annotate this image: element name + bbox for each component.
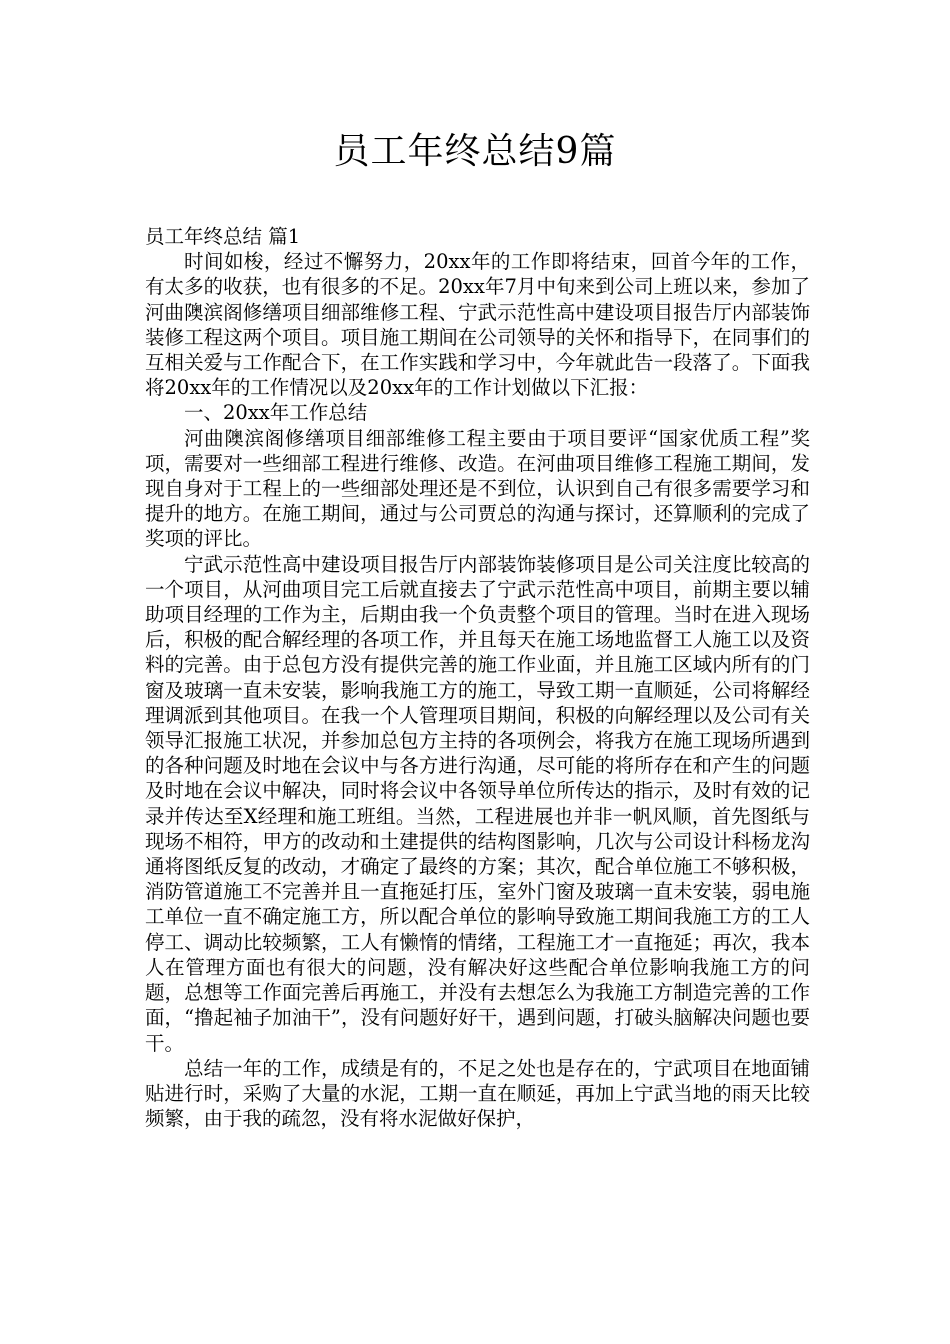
document-body <box>145 224 810 1131</box>
paragraph-summary: 总结一年的工作，成绩是有的，不足之处也是存在的，宁武项目在地面铺贴进行时，采购了大量的水泥，工期一直在顺延，再加上宁武当地的雨天比较频繁，由于我的疏忽，没有将水泥做好保护， <box>145 1056 810 1131</box>
paragraph-intro: 时间如梭，经过不懈努力，20xx年的工作即将结束，回首今年的工作，有太多的收获，也有很多的不足。20xx年7月中旬来到公司上班以来，参加了河曲隩滨阁修缮项目细部维修工程、宁武示范性高中建设项目报告厅内部装饰装修工程这两个项目。项目施工期间在公司领导的关怀和指导下，在同事们的互相关爱与工作配合下，在工作实践和学习中，今年就此告一段落了。下面我将20xx年的工作情况以及20xx年的工作计划做以下汇报： <box>145 250 810 400</box>
paragraph-hequ-project: 河曲隩滨阁修缮项目细部维修工程主要由于项目要评“国家优质工程”奖项，需要对一些细部工程进行维修、改造。在河曲项目维修工程施工期间，发现自身对于工程上的一些细部处理还是不到位，认识到自己有很多需要学习和提升的地方。在施工期间，通过与公司贾总的沟通与探讨，还算顺利的完成了奖项的评比。 <box>145 426 810 551</box>
document-title: 员工年终总结9篇 <box>333 131 617 172</box>
section-heading: 员工年终总结 篇1 <box>145 225 301 248</box>
subsection-heading: 一、20xx年工作总结 <box>184 401 368 425</box>
paragraph-ningwu-project: 宁武示范性高中建设项目报告厅内部装饰装修项目是公司关注度比较高的一个项目，从河曲项目完工后就直接去了宁武示范性高中项目，前期主要以辅助项目经理的工作为主，后期由我一个负责整个项目的管理。当时在进入现场后，积极的配合解经理的各项工作，并且每天在施工场地监督工人施工以及资料的完善。由于总包方没有提供完善的施工作业面，并且施工区域内所有的门窗及玻璃一直未安装，影响我施工方的施工，导致工期一直顺延，公司将解经理调派到其他项目。在我一个人管理项目期间，积极的向解经理以及公司有关领导汇报施工状况，并参加总包方主持的各项例会，将我方在施工现场所遇到的各种问题及时地在会议中与各方进行沟通，尽可能的将所存在和产生的问题及时地在会议中解决，同时将会议中各领导单位所传达的指示，及时有效的记录并传达至X经理和施工班组。当然，工程进展也并非一帆风顺，首先图纸与现场不相符，甲方的改动和土建提供的结构图影响，几次与公司设计科杨龙沟通将图纸反复的改动，才确定了最终的方案；其次，配合单位施工不够积极，消防管道施工不完善并且一直拖延打压，室外门窗及玻璃一直未安装，弱电施工单位一直不确定施工方，所以配合单位的影响导致施工期间我施工方的工人停工、调动比较频繁，工人有懒惰的情绪，工程施工才一直拖延；再次，我本人在管理方面也有很大的问题，没有解决好这些配合单位影响我施工方的问题，总想等工作面完善后再施工，并没有去想怎么为我施工方制造完善的工作面，“撸起袖子加油干”，没有问题好好干，遇到问题，打破头脑解决问题也要干。 <box>145 552 810 1055</box>
